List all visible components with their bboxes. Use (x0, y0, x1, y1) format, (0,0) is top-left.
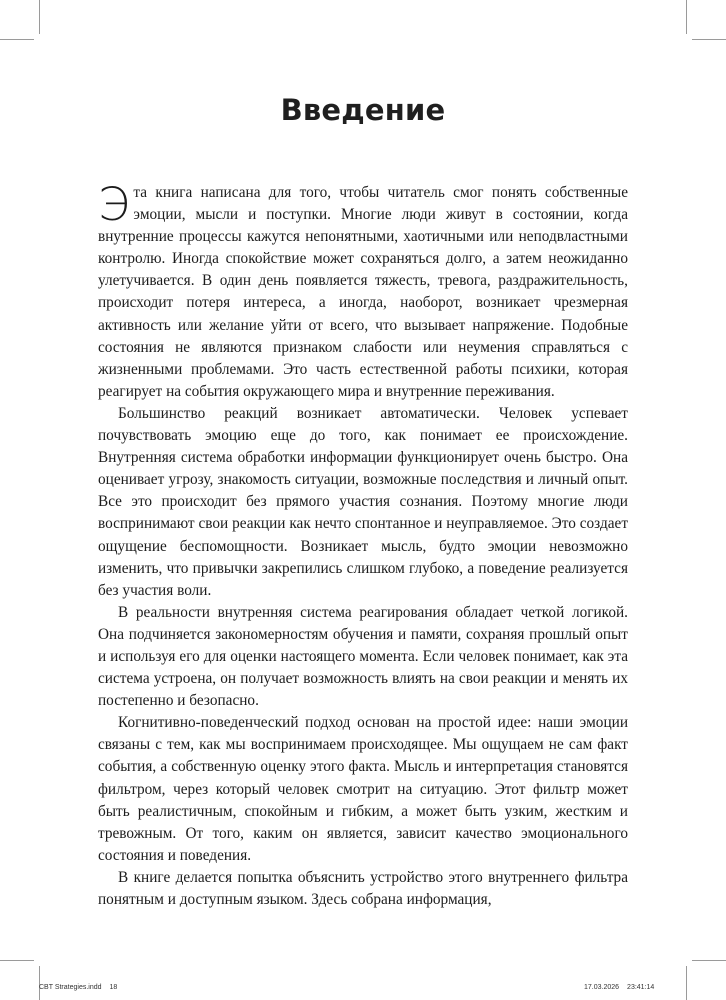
crop-mark-bottom-right (692, 960, 726, 961)
paragraph: В реальности внутренняя система реагирования обладает четкой логикой. Она подчиняется закономерностям обучения и памяти, сохраняя прошлый опыт и используя его для оценки настоящего момента. Если человек понимает, как эта система устроена, он получает возможность влиять на свои реакции и менять их постепенно и безопасно. (98, 603, 628, 710)
body-text (98, 178, 628, 911)
crop-mark-bottom-left (0, 960, 34, 961)
paragraph: Большинство реакций возникает автоматически. Человек успевает почувствовать эмоцию еще до того, как понимает ее происхождение. Внутренняя система обработки информации функционирует очень быстро. Она оценивает угрозу, знакомость ситуации, возможные последствия и личный опыт. Все это происходит без прямого участия сознания. Поэтому многие люди воспринимают свои реакции как нечто спонтанное и неуправляемое. Это создает ощущение беспомощности. Возникает мысль, будто эмоции невозможно изменить, что привычки закрепились слишком глубоко, а поведение реализуется без участия воли. (98, 404, 628, 599)
slug-file-info (39, 984, 125, 991)
slug-timestamp (584, 984, 662, 991)
crop-mark-top-left (0, 39, 34, 40)
crop-mark-top-right (692, 39, 726, 40)
crop-mark-bottom-left-v (39, 966, 40, 1000)
paragraph: В книге делается попытка объяснить устройство этого внутреннего фильтра понятным и доступным языком. Здесь собрана информация, (98, 868, 628, 908)
slug-file-name: CBT Strategies.indd (39, 984, 102, 991)
paragraph (98, 178, 628, 403)
crop-mark-top-left-v (39, 0, 40, 34)
slug-date: 17.03.2026 (584, 984, 620, 991)
slug-page-number: 18 (109, 984, 118, 991)
crop-mark-top-right-v (686, 0, 687, 34)
paragraph: Когнитивно-поведенческий подход основан на простой идее: наши эмоции связаны с тем, как мы воспринимаем происходящее. Мы ощущаем не сам факт события, а собственную оценку этого факта. Мысль и интерпретация становятся фильтром, через который человек смотрит на ситуацию. Этот фильтр может быть реалистичным, спокойным и гибким, а может быть узким, жестким и тревожным. От того, каким он является, зависит качество эмоционального состояния и поведения. (98, 714, 628, 864)
drop-cap: Э (98, 178, 130, 231)
paragraph-text: та книга написана для того, чтобы читатель смог понять собственные эмоции, мысли и поступки. Многие люди живут в состоянии, когда внутренние процессы кажутся непонятными, хаотичными или неподвластными контролю. Иногда спокойствие может сохраняться долго, а затем неожиданно улетучивается. В один день появляется тяжесть, тревога, раздражительность, происходит потеря интереса, а иногда, наоборот, возникает чрезмерная активность или желание уйти от всего, что вызывает напряжение. Подобные состояния не являются признаком слабости или неумения справляться с жизненными проблемами. Это часть естественной работы психики, которая реагирует на события окружающего мира и внутренние переживания. (98, 184, 628, 400)
crop-mark-bottom-right-v (686, 966, 687, 1000)
chapter-title: Введение (280, 93, 446, 127)
slug-time: 23:41:14 (627, 984, 655, 991)
